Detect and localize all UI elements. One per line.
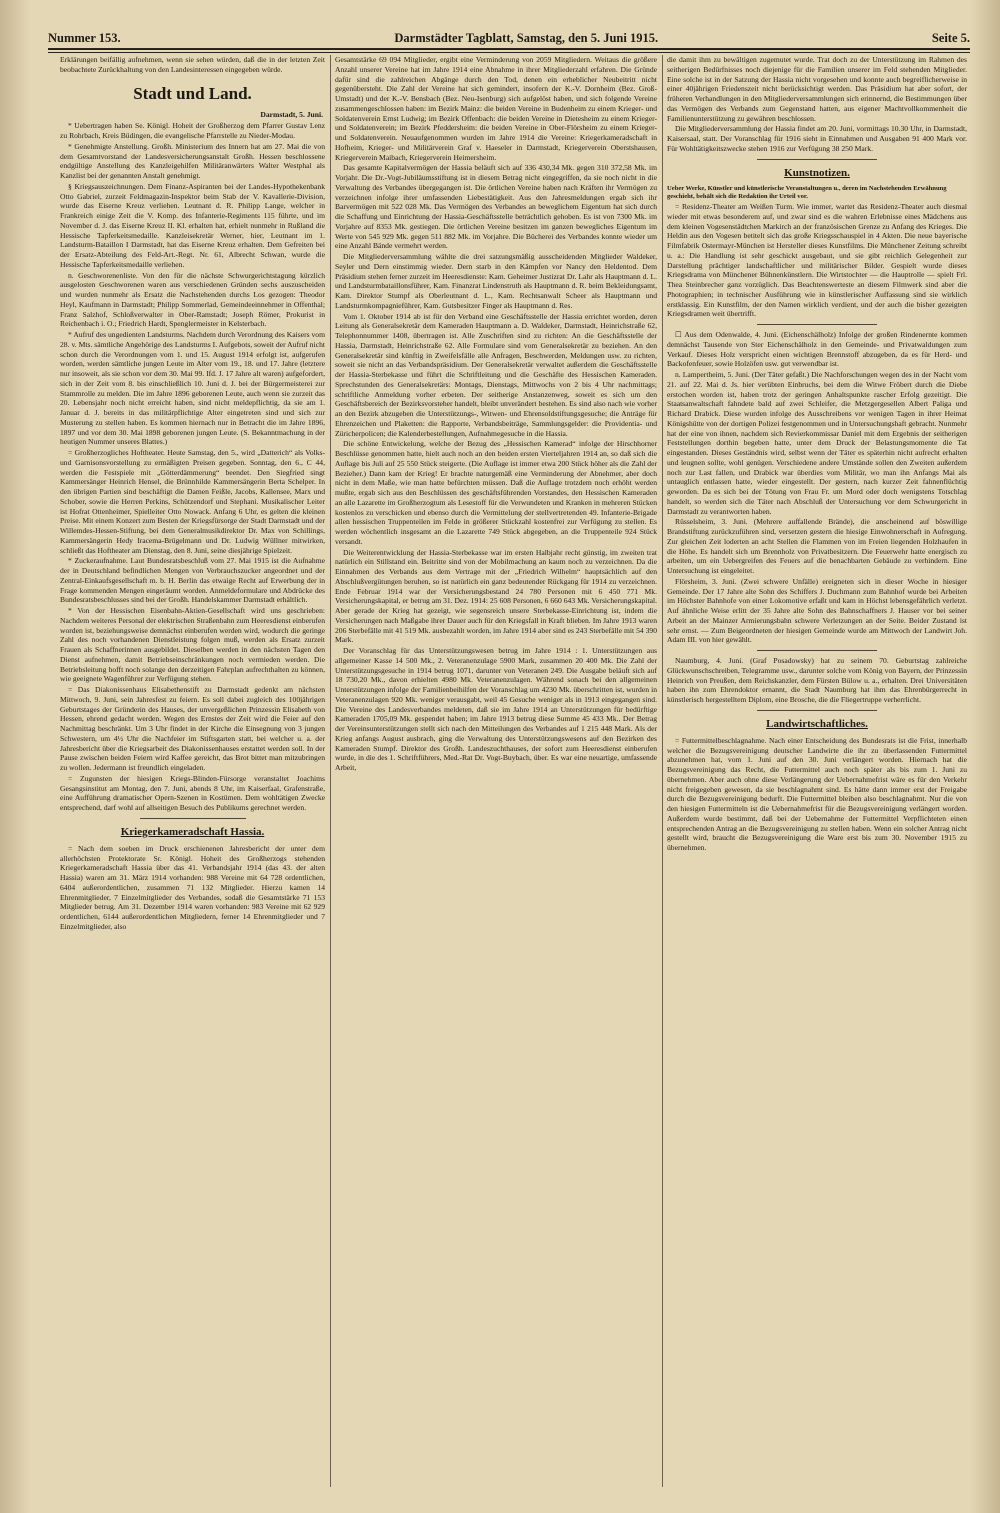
article-paragraph: die damit ihm zu bewältigen zugemutet wurde. Trat doch zu der Unterstützung im Rahmen des seitherigen Bedürfnisses noch diejenige für die Familien unserer im Feld stehenden Mitglieder. Eine solche ist in der Satzung der Hassia nicht vorgesehen und konnte auch begreiflicherweise in einer 40jährigen Friedenszeit nicht berücksichtigt werden. Das Präsidium hat aber sofort, der früheren Verhandlungen in den Mitgliederversammlungen sich erinnernd, die Bestimmungen über das Vermögen des Verbands zum Gegenstand hatten, aus eigener Machtvollkommenheit die Familienunterstützung zu gewähren beschlossen. bbox=[667, 55, 967, 123]
article-paragraph: n. Lampertheim, 5. Juni. (Der Täter gefaßt.) Die Nachforschungen wegen des in der Nacht vom 21. auf 22. Mai d. Js. hier verübten Einbruchs, bei dem die Witwe Fröbert durch die Diebe erstochen worden ist, haben trotz der geringen Anhaltspunkte rascher Erfolg gezeitigt. Die Staatsanwaltschaft fahndete bald auf zwei Schleifer, die Metzgergesellen Albert Paliga und Richard Drabick. Diese wurden infolge des Ausschreibens vor wenigen Tagen in ihrer Heimat Königshütte von der dortigen Polizei festgenommen und in Untersuchungshaft gebracht. Nunmehr hat der eine von ihnen, nachdem sich Revierkommissar Daniel mit dem Ergebnis der seitherigen Feststellungen dorthin begeben hatte, unter dem Druck der Belastungsmomente die Tat eingestanden. Dieses Geständnis wird, selbst wenn der Täter es späterhin nicht aufrecht erhalten und leugnen sollte, wohl genügen. Verschiedene andere Umstände sollen den Zweiten außerdem noch zur Last fallen, und Drabick war überdies vom Militär, wo man ihn Anfangs Mai als untauglich entlassen hatte, wieder eingestellt. Der gestern, nach kurzer Zeit fahnenflüchtig geworden. Da es sich bei der Tötung von Frau Fr. um Mord oder doch wenigstens Totschlag handelt, so werden sich die Täter nach Abschluß der Untersuchung vor dem Schwurgericht in Darmstadt zu verantworten haben. bbox=[667, 370, 967, 516]
article-paragraph: * Von der Hessischen Eisenbahn-Aktien-Gesellschaft wird uns geschrieben: Nachdem weiteres Personal der elektrischen Straßenbahn zum Heeresdienst einberufen worden ist, beziehungsweise demnächst einberufen werden wird, wodurch die geringe Zahl des noch vorhandenen Dienstleistung folgen muß, werden als Ersatz zurzeit Frauen als Schaffnerinnen ausgebildet. Dieselben werden in den nächsten Tagen den Dienst aufnehmen, damit Betriebseinschränkungen noch vermieden werden. Die Betriebsleitung hofft noch solange den derzeitigen Fahrplan aufrechthalten zu können, wie geeignete Wagenführer zur Verfügung stehen. bbox=[60, 606, 325, 684]
article-paragraph: § Kriegsauszeichnungen. Dem Finanz-Aspiranten bei der Landes-Hypothekenbank Otto Gabriel, zurzeit Feldmagazin-Inspektor beim Stab der V. Kavallerie-Division, wurde das Eiserne Kreuz verliehen. Leutnant d. R. Philipp Lange, welcher in Frankreich einige Zeit die V. Komp. des Infanterie-Regiments 115 führte, und im November d. J. das Eiserne Kreuz II. Kl. erhalten hat, erhielt nunmehr in Rußland die Hessische Tapferkeitsmedaille. Kanzleisekretär Werner, hier, Leutnant im 1. Landsturm-Bataillon I Darmstadt, hat das Eiserne Kreuz erhalten. Dem Gefreiten bei der Ersatz-Abteilung des Feld-Art.-Regt. Nr. 61, Albrecht Schwan, wurde die Hessische Tapferkeitsmedaille verliehen. bbox=[60, 181, 325, 269]
article-paragraph: Flörsheim, 3. Juni. (Zwei schwere Unfälle) ereigneten sich in dieser Woche in hiesiger Gemeinde. Der 17 Jahre alte Sohn des Schiffers J. Duchmann zum Bahnhof wurde bei Arbeiten im Höchster Bahnhofe von einer Lokomotive erfaßt und kam in Höchst lebensgefährlich verletzt. Auf ähnliche Weise erlitt der 35 Jahre alte Sohn des Bahnschaffners J. Hauser vor bei seiner Arbeit an der Mainzer Armierungsbahn schwere Verletzungen an der Seite. Beider Zustand ist sehr ernst. — Zum Beigeordneten der hiesigen Gemeinde wurde am Mittwoch der Landwirt Joh. Adam III. von hier gewählt. bbox=[667, 576, 967, 645]
article-paragraph: Rüsselsheim, 3. Juni. (Mehrere auffallende Brände), die anscheinend auf böswillige Brandstiftung zurückzuführen sind, versetzen gestern die hiesige Einwohnerschaft in Aufregung. Zur gleichen Zeit loderten an acht Stellen die Flammen von im Freien liegenden Holzhaufen in die Höhe. Es handelt sich um Brennholz von Privatbesitzern. Die Feuerwehr hatte energisch zu arbeiten, um ein Uebergreifen des Feuers auf die benachbarten Gebäude zu verhindern. Eine Untersuchung ist eingeleitet. bbox=[667, 517, 967, 576]
column-divider bbox=[330, 55, 331, 1487]
section-title: Stadt und Land. bbox=[133, 83, 252, 103]
article-paragraph: = Zugunsten der hiesigen Kriegs-Blinden-Fürsorge veranstaltet Joachims Gesangsinstitut am Montag, den 7. Juni, abends 8 Uhr, im Kaiserfaal, Grafenstraße, eine Aufführung dramatischer Opern-Szenen in Kostümen. Dem wohltätigen Zwecke entsprechend, darf wohl auf allseitigen Besuch des Publikums gerechnet werden. bbox=[60, 773, 325, 812]
article-paragraph: = Das Diakonissenhaus Elisabethenstift zu Darmstadt gedenkt am nächsten Mittwoch, 9. Juni, sein Jahresfest zu feiern. Es soll dabei zugleich des 100jährigen Geburtstages der Gründerin des Hauses, der unvergeßlichen Prinzessin Elisabeth von Hessen, ehrend gedacht werden. Wegen des Ernstes der Zeit wird die Feier auf den Nachmittag beschränkt. Um 3 Uhr findet in der Kirche die Einsegnung von 3 jungen Schwestern, um 4½ Uhr die Nachfeier im Stiftsgarten statt, bei welcher u. a. der Jahresbericht über die Kriegsarbeit des Diakonissenhauses erstattet werden soll. In der Pause zwischen beiden Feiern wird Kaffee gereicht, das Brot bittet man mitzubringen zu wollen. Jedermann ist freundlich eingeladen. bbox=[60, 685, 325, 772]
article-paragraph: Der Voranschlag für das Unterstützungswesen betrug im Jahre 1914 : 1. Unterstützungen aus allgemeiner Kasse 14 500 Mk., 2. Veteranenzulage 5900 Mark, zusammen 20 400 Mk. Die Zahl der Unterstützungsgesuche in 1914 betrug 1071, darunter von Veteranen 249. Die Ausgabe beläuft sich auf 18 730,20 Mk., davon erhielten 4980 Mk. Veteranenzulagen. Während sonach bei den allgemeinen Unterstützungen infolge der Familienbeihilfen der Voranschlag um 4230 Mk. überschritten ist, wurden in Veteranenzulagen 920 Mk. weniger verausgabt, weil 45 Gesuche weniger als in 1913 eingegangen sind. Die Vereine des Landesverbandes meldeten, daß sie im Jahre 1914 an Unterstützungen für bedürftige Kameraden 1705,09 Mk. gespendet haben; im Jahre 1913 betrug diese Summe 45 433 Mk.. Der Betrag der Vereinsunterstützungen stellt sich nach den Mitteilungen des Verbandes auf 1 215 448 Mark. Als der Krieg anfangs August ausbrach, ging die Verwaltung des Unterstützungswesens auf den Bezirken des Kameraden Stumpf. Direktor des Großh. Landeszuchthauses, der sofort zum Heeresdienst einberufen wurde, in die des 1. Schriftführers, Med.-Rat Dr. Vogt-Buybach, über. Es war eine neuartige, umfassende Arbeit, bbox=[335, 646, 657, 772]
article-paragraph: Die schöne Entwickelung, welche der Bezug des „Hessischen Kamerad“ infolge der Hirschhorner Beschlüsse genommen hatte, hielt auch noch an den beiden ersten Vierteljahren 1914 an, so daß sich die Auflage bis Juli auf 25 550 Stück steigerte. (Die Auflage ist immer etwa 200 Stück höher als die Zahl der Bezieher.) Dann kam der Krieg! Er brachte naturgemäß eine Verminderung der Abnehmer, aber doch nicht in dem Maße, wie man hatte befürchten müssen. Daß die Auflage trotzdem noch erhöht werden mußte, ergab sich aus den Beschlüssen des geschäftsführenden Vorstandes, den Hessischen Kameraden an alle Lazarette im Großherzogtum als Lesestoff für die Verwundeten und Kranken in mehreren Stücken kostenlos zu verschicken und ebenso durch die Vermittelung der stellvertretenden 49. Infanterie-Brigade allen hessischen Truppenteilen im Felde in größerer Stückzahl kostenfrei zur Verfügung zu stellen. Es werden wöchentlich insgesamt an die Lazarette 749 Stück abgegeben, an die Truppenteile 924 Stück versandt. bbox=[335, 439, 657, 546]
article-paragraph: = Futtermittelbeschlagnahme. Nach einer Entscheidung des Bundesrats ist die Frist, innerhalb welcher die Bezugsvereinigung deutscher Landwirte die ihr zu überlassenden Futtermittel abzunehmen hat, vom 1. Juni auf den 30. Juni verlängert worden. Hiernach hat die Bezugsvereinigung das Recht, die Futtermittel auch noch später als bis zum 1. Juni zu übernehmen. Aber auch ohne diese Verlängerung der Uebernahmefrist wäre es für den Verkehr nicht freigegeben gewesen, da sie beschlagnahmt sind. Es hätte dann immer erst der Freigabe durch die Bezugsvereinigung bedurft. Die Futtermittel bleiben also beschlagnahmt. Nur die von den hiesigen Futtermitteln ist die Uebernahmefrist für die Bezugsvereinigung verlängert worden. Außerdem wurde bestimmt, daß bei der Uebernahme der Futtermittel Verpflichteten einen entsprechenden Antrag an die Bezugsvereinigung zu stellen haben. Wenn ein solcher Antrag nicht gestellt wird, braucht die Bezugsvereinigung die Ware erst bis zum 30. November 1915 zu übernehmen. bbox=[667, 735, 967, 853]
header-rule bbox=[48, 48, 970, 53]
landwirtschaft-title-text: Landwirtschaftliches. bbox=[766, 717, 868, 730]
section-rule bbox=[757, 159, 877, 160]
column-divider bbox=[662, 55, 663, 1487]
page-header bbox=[48, 28, 970, 46]
article-paragraph: Das gesamte Kapitalvermögen der Hassia beläuft sich auf 336 430,34 Mk. gegen 310 372,58 Mk. im Vorjahr. Die Dr.-Vogt-Jubiläumsstiftung ist in diesem Betrag nicht eingegriffen, da sie noch nicht in die Verwaltung des Verbandes übergegangen ist. Die örtlichen Vereine haben nach Kräften ihr Vermögen zu verzeichnen infolge ihrer umfassenden Liebestätigkeit. Aus den Jahresmeldungen ergab sich ihr Barvermögen mit 522 028 Mk. Das Vermögen des Verbandes an beweglichem Eigentum hat sich durch die Schaffung und Einrichtung der Hassia-Geschäftsstelle beträchtlich gehoben. Es ist von 7300 Mk. im Vorjahre auf 8353 Mk. gestiegen. Die örtlichen Vereine besitzen im ganzen bewegliches Eigentum im Werte von 545 929 Mk. gegen 511 882 Mk. im Vorjahre. Die Bücherei des Verbandes konnte wieder um eine Anzahl Bände vermehrt werden. bbox=[335, 163, 657, 251]
article-paragraph: * Aufruf des ungedienten Landsturms. Nachdem durch Verordnung des Kaisers vom 28. v. Mts. sämtliche Angehörige des Landsturms I. Aufgebots, soweit der Aufruf nicht schon durch die Verordnungen vom 1. und 15. August 1914 erfolgt ist, aufgerufen worden, werden sämtliche jungen Leute im Alter vom 19., 18. und 17. Jahre (letztere nur insoweit, als sie schon vor dem 30. Mai 99. Ifd. J. 17 Jahre alt waren) aufgefordert, sich in der Zeit vom 8. bis einschließlich 10. Juni d. J. bei der Bürgermeisterei zur Stammrolle zu melden. Die im Jahre 1896 geborenen Leute, auch wenn sie zurzeit das 20. Lebensjahr noch nicht erreicht haben, sind nicht meldepflichtig, da sie am 1. Januar d. J. bereits in das militärpflichtige Alter eingetreten sind und sich zur Musterung zu stellen haben. Es kommen hiernach nur in Betracht die im Jahre 1896, 1897 und vor dem 30. Mai 1898 geborenen jungen Leute. (S. Bekanntmachung in der heutigen Nummer unseres Blattes.) bbox=[60, 330, 325, 447]
dateline: Darmstadt, 5. Juni. bbox=[260, 109, 323, 119]
section-rule bbox=[757, 650, 877, 651]
article-paragraph: Die Weiterentwicklung der Hassia-Sterbekasse war im ersten Halbjahr recht günstig, im zweiten trat natürlich ein Stillstand ein. Beitritte sind von der Mobilmachung an kaum noch zu verzeichnen. Da die Einnahmen des Verbands aus dem Vertrage mit der „Friedrich Wilhelm“ hauptsächlich auf den Abschlußvergütungen beruhen, so ist natürlich ein ganz bedeutender Rückgang für 1914 zu verzeichnen. Ende Februar 1914 war der Versicherungsbestand 24 780 Personen mit 6 450 771 Mk. Versicherungskapital, er betrug am 31. Dez. 1914: 25 608 Personen, 6 660 643 Mk. Versicherungskapital. Aber gerade der Krieg hat gezeigt, wie segensreich unsere Sterbekasse-Einrichtung ist, indem die Versicherungen nach Maßgabe ihrer Dauer auch für den Kriegsfall in Kraft blieben. Im Jahre 1913 waren 206 Sterbefälle mit 41 519 Mk. ausbezahlt worden, im Jahre 1914 aber sind es 243 Sterbefälle mit 54 390 Mark. bbox=[335, 547, 657, 645]
article-paragraph: * Genehmigte Anstellung. Großh. Ministerium des Innern hat am 27. Mai die von dem Gesamtvorstand der Landesversicherungsanstalt Großh. Hessen beschlossene endgültige Anstellung des Kanzleigehilfen Militäranwärters Walter Westphal als Kanzlist bei der genannten Anstalt genehmigt. bbox=[60, 141, 325, 180]
article-paragraph: Die Mitgliederversammlung der Hassia findet am 20. Juni, vormittags 10.30 Uhr, in Darmstadt, Kaisersaal, statt. Der Voranschlag für 1916 sieht in Einnahmen und Ausgaben 91 400 Mark vor. Für Wohltätigkeitszwecke stehen 1916 zur Verfügung 38 250 Mark. bbox=[667, 124, 967, 153]
subsection-title-text: Kriegerkameradschaft Hassia. bbox=[120, 825, 265, 838]
article-paragraph: ☐ Aus dem Odenwalde, 4. Juni. (Eichenschälholz) Infolge der großen Rindenernte kommen demnächst Tausende von Ster Eichenschälholz in den Gemeinde- und Privatwaldungen zum Verkauf. Dieses Holz verspricht einen wichtigen Brennstoff abzugeben, da es für Herd- und Backofenfeuer, sowie Holzöfen usw. gut verwendbar ist. bbox=[667, 330, 967, 369]
section-rule bbox=[757, 710, 877, 711]
kunstnotizen-title bbox=[667, 166, 967, 181]
kunstnotizen-title-text: Kunstnotizen. bbox=[784, 166, 850, 179]
article-paragraph: Die Mitgliederversammlung wählte die drei satzungsmäßig ausscheidenden Mitglieder Waldeker, Seyler und Dern einstimmig wieder. Dern starb in den Kämpfen vor Nancy den Heldentod. Dem Präsidium stehen ferner zurzeit im Heeresdienste: Kam. Geheimer Justizrat Dr. Lahr als Hauptmann d. L. und Landsturmbataillonsführer, Kam. Finanzrat Lindenstruth als Hauptmann d. R. beim Bekleidungsamt, Kam. Direktor Stumpf als Oberleutnant d. L., Kam. Rechtsanwalt Scheer als Hauptmann und Landsturmkompagnieführer, Kam. Gutsbesitzer Finger als Hauptmann d. Res. bbox=[335, 252, 657, 310]
column-2 bbox=[335, 55, 657, 1487]
article-paragraph: = Nach dem soeben im Druck erschienenen Jahresbericht der unter dem allerhöchsten Protektorate Sr. Königl. Hoheit des Großherzogs stehenden Kriegerkameradschaft Hassia über das 41. Verbandsjahr 1914 (das 43. der alten Hassia) waren am 31. März 1914 vorhanden: 988 Vereine mit 64 728 ordentlichen, 6404 außerordentlichen, zusammen 71 132 Mitglieder. Hierzu kamen 14 Ehrenmitglieder, 7 Einzelmitglieder des Verbandes, sodaß die Gesamtstärke 71 153 Mitglieder betrug. Am 31. Dezember 1914 waren vorhanden: 983 Vereine mit 62 929 ordentlichen, 6144 außerordentlichen Mitgliedern, ferner 14 Ehrenmitglieder und 7 Einzelmitglieder, also bbox=[60, 843, 325, 931]
article-paragraph: n. Geschworenenliste. Von den für die nächste Schwurgerichtstagung kürzlich ausgelosten Geschworenen waren aus verschiedenen Gründen sechs auszuscheiden und wurden nunmehr als Ersatz die Nachstehenden durchs Los gezogen: Theodor Heyl, Kaufmann in Darmstadt; Philipp Sommerlad, Gemeindeeinnehmer in Offenthal; Franz Salzhof, Schloßverwalter in Ober-Ramstadt; Joseph Römer, Prokurist in Reichenbach i. O.; Friedrich Hardt, Spenglermeister in Kelsterbach. bbox=[60, 270, 325, 329]
article-paragraph: = Residenz-Theater am Weißen Turm. Wie immer, wartet das Residenz-Theater auch diesmal wieder mit etwas besonderem auf, und zwar sind es die wahren Erlebnisse eines Mädchens aus dem kleinen Vogesenstädtchen Markirch an der französischen Grenze zu Anfang des Krieges. Die Heldin aus den Vogesen betitelt sich das große Kriegsschauspiel in 4 Akten. Die neue bayerische Filmfabrik Ostermayr-München ist Hersteller dieses Kunstfilms. Die Münchener Zeitung schreibt u. a.: Die Handlung ist sehr geschickt ausgebaut, und sie gibt reichlich Gelegenheit zur Darstellung prächtiger landschaftlicher und militärischer Bilder. Gespielt wurde dieses Kriegsdrama von Münchener Bühnenkünstlern. Die Wirtstochter — die Hauptrolle — spielt Frl. Thea Steinbrecher ganz vorzüglich. Das Beachtenswerteste an diesem Filmwerk sind aber die Photographien; in technischer Ausführung wie in künstlerischer Auffassung sind sie wirklich erstklassig. Ein Kunstfilm, der den Namen wirklich verdient, und der auch die bisher gezeigten Kriegsdramen weit übertrifft. bbox=[667, 202, 967, 319]
intro-paragraph: Erklärungen beifällig aufnehmen, wenn sie sehen würden, daß die in der letzten Zeit beobachtete Zurückhaltung von den Landesinteressen eingegeben würde. bbox=[60, 55, 325, 74]
article-paragraph: = Großherzogliches Hoftheater. Heute Samstag, den 5., wird „Datterich“ als Volks- und Garnisonsvorstellung zu ermäßigten Preisen gegeben. Sonntag, den 6., C 44, werden die Festspiele mit „Götterdämmerung“ beendet. Den Siegfried singt Kammersänger Heinrich Hensel, die Brünnhilde Kammersängerin Berta Schelper. In den übrigen Partien sind beschäftigt die Damen Feißle, Jacobs, Kallensee, Marx und Schober, sowie die Herren Perkins, Schützendorf und Stephani. Musikalischer Leiter ist Hofrat Ottenheimer, Spielleiter Otto Nowack. Anfang 6 Uhr, es gelten die kleinen Preise. Mit einem Konzert zum Besten der Kriegsfürsorge der Stadt Darmstadt und der Willemdes-Hessen-Stiftung, bei dem Generalmusikdirektor Dr. Max von Schillings, Kammersängerin Hedy Iracema-Brügelmann und Dr. Ludwig Wüllner mitwirken, schließt das Hoftheater am Dienstag, den 8. Juni, seine diesjährige Spielzeit. bbox=[60, 448, 325, 555]
section-rule bbox=[140, 818, 246, 819]
column-3 bbox=[667, 55, 967, 1487]
scan-edge-shadow-left bbox=[0, 0, 30, 1513]
issue-number: Nummer 153. bbox=[48, 31, 121, 45]
subsection-title bbox=[60, 825, 325, 840]
editorial-note: Ueber Werke, Künstler und künstlerische Veranstaltungen u., deren im Nachstehenden Erwähnung geschieht, behält sich die Redaktion ihr Urteil vor. bbox=[667, 184, 947, 200]
landwirtschaft-title bbox=[667, 717, 967, 732]
masthead: Darmstädter Tagblatt, Samstag, den 5. Juni 1915. bbox=[394, 31, 659, 45]
scan-edge-shadow-right bbox=[970, 0, 1000, 1513]
page-number: Seite 5. bbox=[931, 31, 970, 45]
column-1 bbox=[60, 55, 325, 1487]
section-rule bbox=[757, 324, 877, 325]
article-paragraph: Vom 1. Oktober 1914 ab ist für den Verband eine Geschäftsstelle der Hassia errichtet worden, deren Leitung als Generalsekretär dem Kameraden Hauptmann a. D. Waldeker, Darmstadt, Heinrichstraße 62, Telephonnummer 1408, übertragen ist. Alle Zuschriften sind zu richten: An die Geschäftsstelle der Hassia, Darmstadt, Heinrichstraße 62. Alle Formulare sind vom Generalsekretär zu beziehen. An den Generalsekretär sind künftig in Zweifelsfälle alle Anfragen, Beschwerden, Meldungen usw. zu richten, soweit sie nicht an das Verbandspräsidium. Der Generalsekretär verwaltet außerdem die Geschäftsstelle der Hassia-Sterbekasse und führt die Schriftleitung und die Geschäfte des Hessischen Kameraden. Sprechstunden des Generalsekretärs: Montags, Dienstags, Mittwochs von 2 bis 4 Uhr nachmittags; schriftliche Anmeldung vorher erbeten. Der seitherige Anstanzenweg, soweit es sich um den Geschäftsbereich der Bezirksvorsteher handelt, bleibt unverändert bestehen. Es sind also nach wie vorher an den Bezirk abzugeben die Unterstützungs-, Witwen- und Ehrensoldstiftungsgesuche; die Anträge für Ehrenzeichen und Plaketten: die Rapporte, Verbandsbeiträge, Sammlungsgelder: die Providentia- und Züricherpolicen; die Kalenderbestellungen, Aufnahmegesuche in die Hassia. bbox=[335, 311, 657, 438]
article-paragraph: * Uebertragen haben Se. Königl. Hoheit der Großherzog dem Pfarrer Gustav Lenz zu Rohrbach, Kreis Büdingen, die evangelische Pfarrstelle zu Nieder-Modau. bbox=[60, 121, 325, 140]
article-paragraph: Naumburg, 4. Juni. (Graf Posadowsky) hat zu seinem 70. Geburtstag zahlreiche Glückwunschschreiben, Telegramme usw., darunter solche vom König von Bayern, der Prinzessin Heinrich von Preußen, dem Reichskanzler, dem Fürsten Bülow u. a., erhalten. Drei Universitäten haben ihn zum Ehrendoktor ernannt, die Stadt Naumburg hat ihm das Ehrenbürgerrecht in künstlerisch hergestelltem Diplom, eine Brosche, die die Fliegertruppe verherrlicht. bbox=[667, 656, 967, 705]
article-paragraph: Gesamtstärke 69 094 Mitglieder, ergibt eine Verminderung von 2059 Mitgliedern. Weitaus die größere Anzahl unserer Vereine hat im Jahre 1914 eine Abnahme in ihrer Mitgliederzahl erfahren. Die Gründe dafür sind die zahlreichen Abgänge durch den Tod, denen ein erheblicher Neubeitritt nicht gegenübersteht. Die Zahl der Vereine hat sich gemindert, insofern der K.-V. Dornheim (Bez. Groß-Umstadt) und der K.-V. Bensbach (Bez. Neu-Isenburg) sich aufgelöst haben, und sich folgende Vereine zusammengeschlossen haben: im Bezirk Mainz: die beiden Vereine in Budenheim zu einem Krieger- und Soldatenverein Ernst Ludwig; im Bezirk Offenbach: die beiden Vereine in Dietesheim zu einem Krieger- und Soldatenverein; im Bezirk Pfeddersheim: die beiden Vereine in Ober-Flörsheim zu einem Krieger- und Soldatenverein. Neuaufgenommen wurden im Jahre 1914 die Vereine: Kriegerkameradschaft in Hofheim, Krieger- und Militärverein Graf v. Haeseler in Darmstadt, Kriegerverein Oberstshausen, Kriegerverein Maibach, Kriegerverein Heimersheim. bbox=[335, 55, 657, 162]
article-paragraph: * Zuckeraufnahme. Laut Bundesratsbeschluß vom 27. Mai 1915 ist die Aufnahme der in Deutschland befindlichen Mengen von Verbrauchszucker angeordnet und der Zentral-Einkaufsgesellschaft m. b. H. Berlin das etwaige Recht auf Erwerbung der in Frage kommenden Mengen eingeräumt worden. Anmeldeformulare und Abdrücke des Bundesratsbeschlusses sind bei der Großh. Handelskammer Darmstadt erhältlich. bbox=[60, 556, 325, 605]
